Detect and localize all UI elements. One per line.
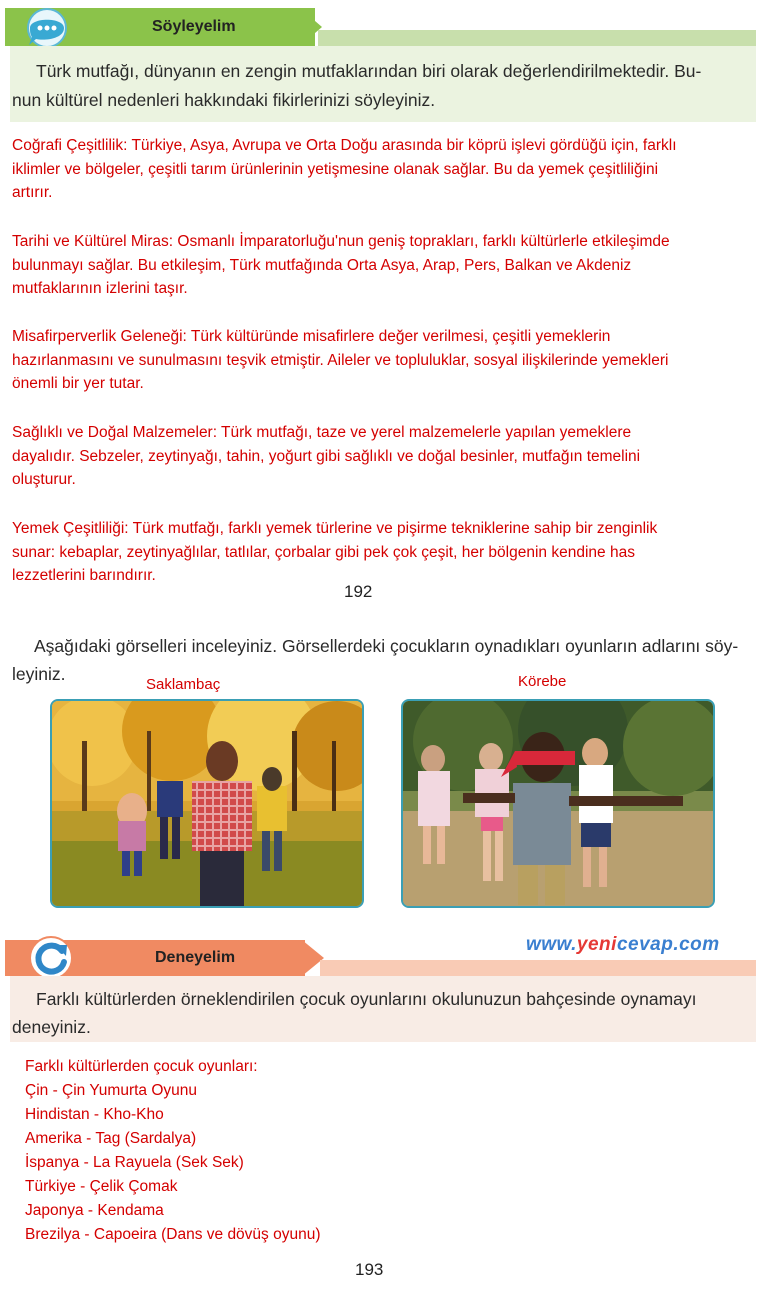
answer-line: bulunmayı sağlar. Bu etkileşim, Türk mutfağında Orta Asya, Arap, Pers, Balkan ve Akdeniz (12, 256, 632, 274)
list-item: Brezilya - Capoeira (Dans ve dövüş oyunu) (25, 1226, 321, 1243)
games-prompt-line2: leyiniz. (12, 664, 66, 684)
games-prompt-line1: Aşağıdaki görselleri inceleyiniz. Görsellerdeki çocukların oynadıkları oyunların adlarını söy- (34, 636, 739, 656)
answer-paragraph (12, 230, 747, 301)
list-item: İspanya - La Rayuela (Sek Sek) (25, 1154, 244, 1171)
page-number-192: 192 (344, 582, 373, 601)
answer-line: Coğrafi Çeşitlilik: Türkiye, Asya, Avrupa ve Orta Doğu arasında bir köprü işlevi gördüğü için, farklı (12, 137, 677, 154)
saklambac-illustration (52, 701, 362, 906)
answer-line: mutfaklarının izlerini taşır. (12, 280, 188, 297)
answer-line: lezzetlerini barındırır. (12, 567, 156, 584)
deneyelim-prompt-line1: Farklı kültürlerden örneklendirilen çocuk oyunlarını okulunuzun bahçesinde oynamayı (36, 989, 697, 1009)
answer-line: oluşturur. (12, 471, 76, 488)
deneyelim-prompt-line2: deneyiniz. (12, 1017, 91, 1037)
answer-line: Misafirperverlik Geleneği: Türk kültüründe misafirlere değer verilmesi, çeşitli yemeklerin (12, 328, 611, 345)
answer-paragraph (12, 325, 747, 396)
answer-line: artırır. (12, 184, 53, 201)
soyleyelim-header-stripe (318, 30, 756, 46)
photo-caption-korebe: Körebe (518, 673, 567, 690)
list-item: Japonya - Kendama (25, 1202, 164, 1219)
list-item: Türkiye - Çelik Çomak (25, 1178, 178, 1195)
answer-line: önemli bir yer tutar. (12, 375, 144, 392)
answer-line: dayalıdır. Sebzeler, zeytinyağı, tahin, yoğurt gibi sağlıklı ve doğal besinler, mutfağın temelini (12, 447, 641, 465)
website-part: cevap.com (616, 934, 720, 955)
deneyelim-header-stripe (320, 960, 756, 976)
deneyelim-title: Deneyelim (155, 949, 236, 966)
soyleyelim-prompt-line2: nun kültürel nedenleri hakkındaki fikirlerinizi söyleyiniz. (12, 90, 436, 110)
page-number-193: 193 (355, 1260, 384, 1279)
speech-bubble-icon (20, 8, 74, 50)
website-part: yeni (576, 934, 617, 955)
list-item: Çin - Çin Yumurta Oyunu (25, 1082, 198, 1099)
games-list (25, 1055, 321, 1247)
answer-paragraph (12, 134, 747, 205)
answer-paragraph (12, 517, 747, 588)
website-watermark (526, 934, 720, 956)
photo-caption-saklambac: Saklambaç (146, 676, 221, 693)
answer-line: Yemek Çeşitliliği: Türk mutfağı, farklı yemek türlerine ve pişirme tekniklerine sahip bir zenginlik (12, 520, 658, 537)
list-item: Amerika - Tag (Sardalya) (25, 1130, 197, 1147)
soyleyelim-title: Söyleyelim (152, 18, 236, 35)
answer-line: iklimler ve bölgeler, çeşitli tarım ürünlerinin yetişmesine olanak sağlar. Bu da yemek çeşitliliğini (12, 160, 659, 178)
saklambac-photo (50, 699, 364, 908)
answer-line: hazırlanmasını ve sunulmasını teşvik etmiştir. Aileler ve topluluklar, sosyal ilişkilerinde yemekleri (12, 351, 669, 369)
korebe-photo (401, 699, 715, 908)
games-list-heading: Farklı kültürlerden çocuk oyunları: (25, 1058, 258, 1075)
website-part: www. (526, 934, 577, 955)
answer-line: Sağlıklı ve Doğal Malzemeler: Türk mutfağı, taze ve yerel malzemelerle yapılan yemeklere (12, 424, 632, 441)
refresh-icon (28, 936, 74, 980)
korebe-illustration (403, 701, 713, 906)
answer-line: sunar: kebaplar, zeytinyağlılar, tatlılar, çorbalar gibi pek çok çeşit, her bölgenin kendine has (12, 543, 635, 561)
answer-paragraph (12, 421, 747, 492)
answer-line: Tarihi ve Kültürel Miras: Osmanlı İmparatorluğu'nun geniş toprakları, farklı kültürlerle etkileşimde (12, 233, 670, 250)
list-item: Hindistan - Kho-Kho (25, 1106, 164, 1123)
soyleyelim-prompt-line1: Türk mutfağı, dünyanın en zengin mutfaklarından biri olarak değerlendirilmektedir. Bu- (36, 61, 702, 81)
